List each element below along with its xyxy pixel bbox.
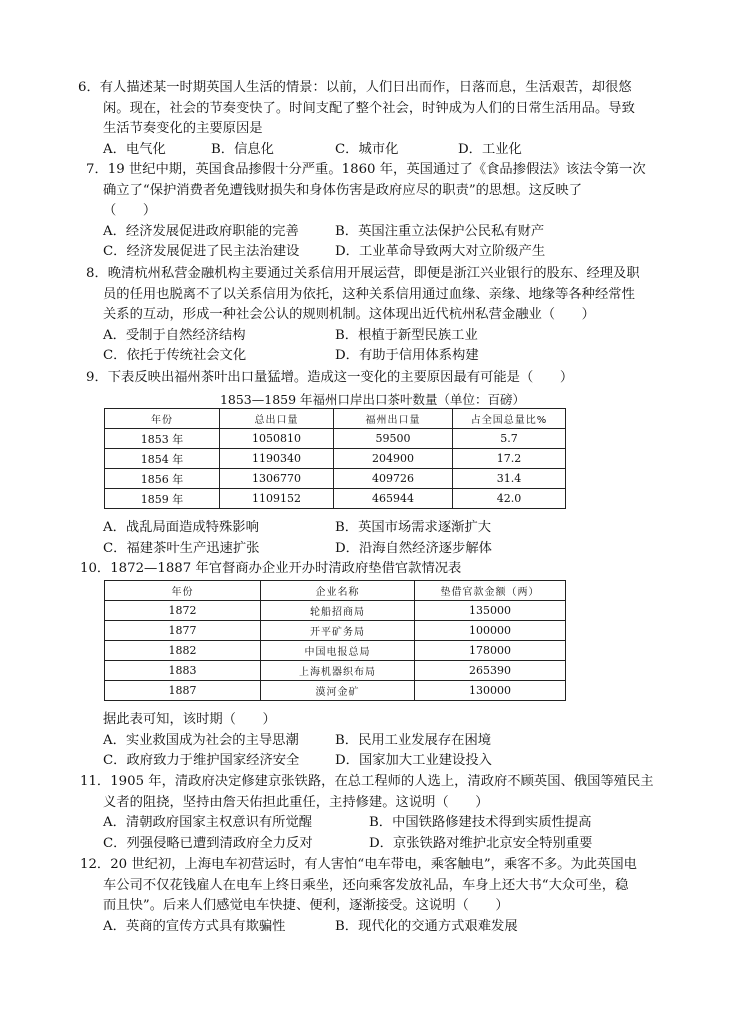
question-12 xyxy=(80,855,663,937)
option-c[interactable]: C．依托于传统社会文化 xyxy=(103,348,247,363)
question-10 xyxy=(80,559,461,580)
table-row xyxy=(105,601,566,621)
table-cell: 1856 年 xyxy=(105,469,220,489)
options-row xyxy=(103,242,663,263)
table-cell: 开平矿务局 xyxy=(261,621,415,641)
option-d[interactable]: D．国家加大工业建设投入 xyxy=(335,753,492,768)
official-loan-table xyxy=(104,580,566,701)
table-cell: 1877 xyxy=(105,621,261,641)
table-header: 占全国总量比% xyxy=(453,409,566,429)
question-text: 闲。现在，社会的节奏变快了。时间支配了整个社会，时钟成为人们的日常生活用品。导致 xyxy=(103,100,635,116)
table-cell: 17.2 xyxy=(453,449,566,469)
table-header-row xyxy=(105,409,566,429)
table-cell: 1854 年 xyxy=(105,449,220,469)
table-row xyxy=(105,469,566,489)
table-cell: 1883 xyxy=(105,661,261,681)
question-text: 而且快”。后来人们感觉电车快捷、便利，逐渐接受。这说明（ ） xyxy=(103,898,509,913)
table-cell: 1887 xyxy=(105,681,261,701)
table-header-row xyxy=(105,581,566,601)
option-a[interactable]: A．电气化 xyxy=(103,141,166,157)
question-text: 生活节奏变化的主要原因是 xyxy=(103,121,263,136)
table-cell: 1306770 xyxy=(220,469,334,489)
options-row xyxy=(103,326,663,347)
question-text: 车公司不仅花钱雇人在电车上终日乘坐，还向乘客发放礼品，车身上还大书“大众可坐，稳 xyxy=(103,877,629,893)
table-cell: 1882 xyxy=(105,641,261,661)
option-c[interactable]: C．经济发展促进了民主法治建设 xyxy=(103,244,300,259)
table-cell: 1050810 xyxy=(220,429,334,449)
table-header: 企业名称 xyxy=(261,581,415,601)
question-text: 7．19 世纪中期，英国食品掺假十分严重。1860 年，英国通过了《食品掺假法》该法令第一次 xyxy=(86,162,646,177)
option-b[interactable]: B．英国注重立法保护公民私有财产 xyxy=(335,223,545,239)
table-cell: 1853 年 xyxy=(105,429,220,449)
option-a[interactable]: A．经济发展促进政府职能的完善 xyxy=(103,223,299,239)
options-row xyxy=(103,140,663,161)
question-text: 11．1905 年，清政府决定修建京张铁路，在总工程师的人选上，清政府不顾英国、俄国等殖民主 xyxy=(80,774,654,789)
question-text: 8．晚清杭州私营金融机构主要通过关系信用开展运营，即便是浙江兴业银行的股东、经理及职 xyxy=(86,266,640,281)
table-cell: 59500 xyxy=(334,429,453,449)
table-row xyxy=(105,641,566,661)
question-text: 9．下表反映出福州茶叶出口量猛增。造成这一变化的主要原因最有可能是（ ） xyxy=(86,370,574,385)
option-a[interactable]: A．英商的宣传方式具有欺骗性 xyxy=(103,918,286,934)
options-row xyxy=(103,518,663,539)
table-header: 垫借官款金额（两） xyxy=(415,581,566,601)
table-cell: 1859 年 xyxy=(105,489,220,509)
option-b[interactable]: B．民用工业发展存在困境 xyxy=(335,732,492,748)
table-cell: 上海机器织布局 xyxy=(261,661,415,681)
table-cell: 31.4 xyxy=(453,469,566,489)
option-d[interactable]: D．工业革命导致两大对立阶级产生 xyxy=(335,244,546,259)
question-text: 10．1872—1887 年官督商办企业开办时清政府垫借官款情况表 xyxy=(80,561,462,576)
question-6 xyxy=(78,78,663,160)
option-c[interactable]: C．福建茶叶生产迅速扩张 xyxy=(103,540,260,556)
table-cell: 1190340 xyxy=(220,449,334,469)
option-c[interactable]: C．列强侵略已遭到清政府全力反对 xyxy=(103,835,313,851)
table-cell: 265390 xyxy=(415,661,566,681)
question-10-tail xyxy=(103,710,663,772)
option-d[interactable]: D．工业化 xyxy=(458,141,522,157)
table-row xyxy=(105,681,566,701)
option-d[interactable]: D．有助于信用体系构建 xyxy=(335,348,479,363)
option-a[interactable]: A．战乱局面造成特殊影响 xyxy=(103,520,259,535)
table-row xyxy=(105,489,566,509)
options-row xyxy=(103,917,663,938)
option-a[interactable]: A．受制于自然经济结构 xyxy=(103,327,246,343)
option-d[interactable]: D．沿海自然经济逐步解体 xyxy=(335,540,492,556)
table-cell: 1872 xyxy=(105,601,261,621)
question-7 xyxy=(86,160,663,263)
table-cell: 204900 xyxy=(334,449,453,469)
option-b[interactable]: B．英国市场需求逐渐扩大 xyxy=(335,520,492,535)
question-9-options xyxy=(103,518,663,559)
table-row xyxy=(105,621,566,641)
table-row xyxy=(105,429,566,449)
table-cell: 130000 xyxy=(415,681,566,701)
table-cell: 1109152 xyxy=(220,489,334,509)
table-cell: 5.7 xyxy=(453,429,566,449)
option-a[interactable]: A．实业救国成为社会的主导思潮 xyxy=(103,732,299,748)
options-row xyxy=(103,539,663,560)
question-text: 12．20 世纪初，上海电车初营运时，有人害怕“电车带电，乘客触电”，乘客不多。为此英国电 xyxy=(80,857,637,872)
options-row xyxy=(103,731,663,752)
question-text: 据此表可知，该时期（ ） xyxy=(103,712,276,727)
table-cell: 465944 xyxy=(334,489,453,509)
table-cell: 42.0 xyxy=(453,489,566,509)
table-title: 1853—1859 年福州口岸出口茶叶数量（单位：百磅） xyxy=(219,392,526,407)
question-text: 6．有人描述某一时期英国人生活的情景：以前，人们日出而作，日落而息，生活艰苦，却很悠 xyxy=(78,80,632,95)
table-cell: 178000 xyxy=(415,641,566,661)
options-row xyxy=(103,751,663,772)
question-text: 确立了“保护消费者免遭钱财损失和身体伤害是政府应尽的职责”的思想。这反映了 xyxy=(103,182,582,198)
options-row xyxy=(103,834,663,855)
question-text: 关系的互动，形成一种社会公认的规则机制。这体现出近代杭州私营金融业（ ） xyxy=(103,307,595,322)
option-b[interactable]: B．中国铁路修建技术得到实质性提高 xyxy=(369,815,592,830)
table-cell: 漠河金矿 xyxy=(261,681,415,701)
table-cell: 409726 xyxy=(334,469,453,489)
question-text: 义者的阻挠，坚持由詹天佑担此重任，主持修建。这说明（ ） xyxy=(103,794,489,810)
table-row xyxy=(105,661,566,681)
table-cell: 中国电报总局 xyxy=(261,641,415,661)
options-row xyxy=(103,222,663,243)
table-cell: 135000 xyxy=(415,601,566,621)
option-a[interactable]: A．清朝政府国家主权意识有所觉醒 xyxy=(103,815,313,830)
table-header: 总出口量 xyxy=(220,409,334,429)
option-c[interactable]: C．城市化 xyxy=(335,141,399,157)
question-11 xyxy=(80,772,663,854)
question-text: 员的任用也脱离不了以关系信用为依托，这种关系信用通过血缘、亲缘、地缘等各种经常性 xyxy=(103,286,635,302)
option-b[interactable]: B．现代化的交通方式艰难发展 xyxy=(335,918,518,934)
table-header: 年份 xyxy=(105,409,220,429)
answer-blank: （ ） xyxy=(103,203,157,218)
option-b[interactable]: B．信息化 xyxy=(211,141,274,157)
option-b[interactable]: B．根植于新型民族工业 xyxy=(335,327,478,343)
table-row xyxy=(105,449,566,469)
table-header: 年份 xyxy=(105,581,261,601)
option-d[interactable]: D．京张铁路对维护北京安全特别重要 xyxy=(369,835,593,851)
table-header: 福州出口量 xyxy=(334,409,453,429)
option-c[interactable]: C．政府致力于维护国家经济安全 xyxy=(103,753,300,768)
question-8 xyxy=(86,264,663,367)
options-row xyxy=(103,813,663,834)
question-9 xyxy=(86,368,573,389)
table-cell: 100000 xyxy=(415,621,566,641)
options-row xyxy=(103,346,663,367)
tea-export-table xyxy=(104,408,566,509)
table-cell: 轮船招商局 xyxy=(261,601,415,621)
